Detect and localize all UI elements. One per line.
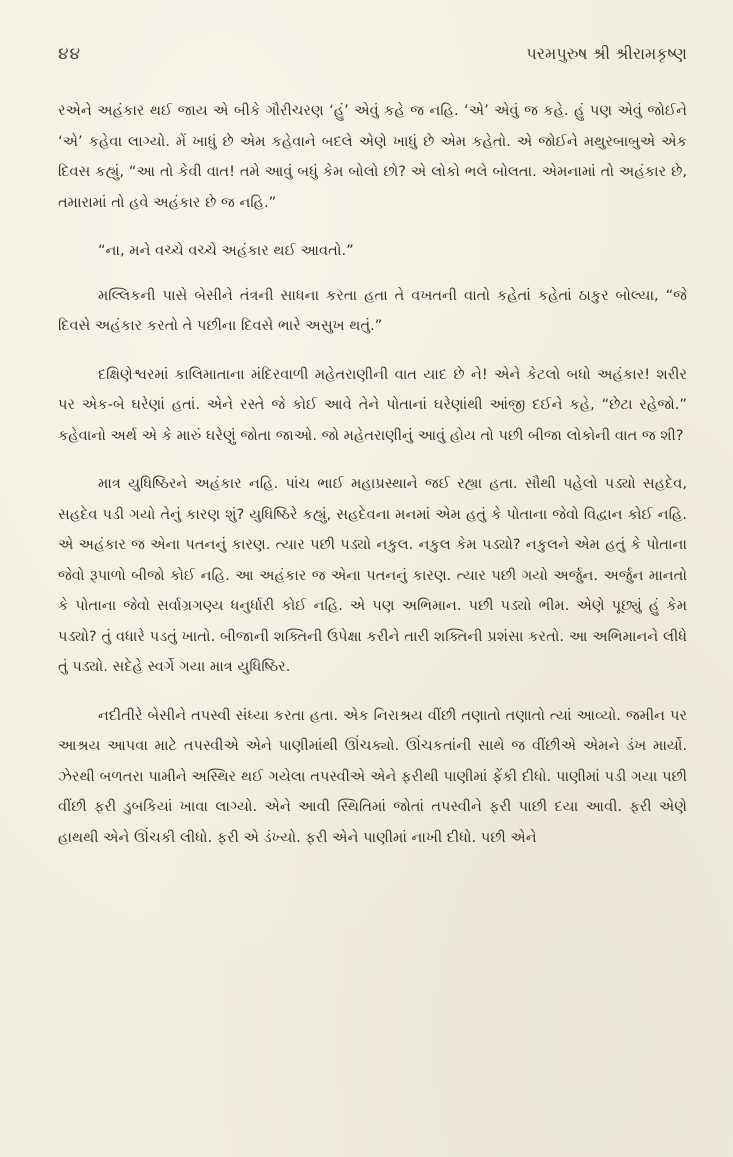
running-head: પરમપુરુષ શ્રી શ્રીરામકૃષ્ણ xyxy=(526,44,687,63)
paragraph-4: દક્ષિણેશ્વરમાં કાલિમાતાના મંદિરવાળી મહેતરાણીની વાત યાદ છે ને! એને કેટલો બધો અહંકાર! શરીર પર એક-બે ઘરેણાં હતાં. એને રસ્તે જે કોઈ આવે તેને પોતાનાં ઘરેણાંથી આંજી દઈને કહે, “છેટા રહેજો.” કહેવાનો અર્થ એ કે મારું ઘરેણું જોતા જાઓ. જો મહેતરાણીનું આવું હોય તો પછી બીજા લોકોની વાત જ શી? xyxy=(58,365,687,444)
paragraph-1: રએને અહંકાર થઈ જાય એ બીકે ગૌરીચરણ ‘હું’ એવું કહે જ નહિ. ‘એ’ એવું જ કહે. હું પણ એવું જોઈને ‘એ’ કહેવા લાગ્યો. મેં ખાધું છે એમ કહેવાને બદલે એણે ખાધું છે એમ કહેતો. એ જોઈને મથુરબાબુએ એક દિવસ કહ્યું, “આ તો કેવી વાત! તમે આવું બધું કેમ બોલો છો? એ લોકો ભલે બોલતા. એમનામાં તો અહંકાર છે, તમારામાં તો હવે અહંકાર છે જ નહિ.” xyxy=(58,102,687,211)
paragraph-3: મલ્લિકની પાસે બેસીને તંત્રની સાધના કરતા હતા તે વખતની વાતો કહેતાં કહેતાં ઠાકુર બોલ્યા, “જે દિવસે અહંકાર કરતો તે પછીના દિવસે ભારે અસુખ થતું.” xyxy=(58,286,687,334)
body-text xyxy=(58,96,687,853)
paragraph-6: નદીતીરે બેસીને તપસ્વી સંધ્યા કરતા હતા. એક નિરાશ્રય વીંછી તણાતો તણાતો ત્યાં આવ્યો. જમીન પર આશ્રય આપવા માટે તપસ્વીએ એને પાણીમાંથી ઊંચક્યો. ઊંચકતાંની સાથે જ વીંછીએ એમને ડંખ માર્યો. ઝેરથી બળતરા પામીને અસ્થિર થઈ ગયેલા તપસ્વીએ એને ફરીથી પાણીમાં ફેંકી દીધો. પાણીમાં પડી ગયા પછી વીંછી ફરી ડુબકિયાં ખાવા લાગ્યો. એને આવી સ્થિતિમાં જોતાં તપસ્વીને ફરી પાછી દયા આવી. ફરી એણે હાથથી એને ઊંચકી લીધો. ફરી એ ડંખ્યો. ફરી એને પાણીમાં નાખી દીધો. પછી એને xyxy=(58,706,687,846)
page-number: ૪૪ xyxy=(58,44,82,64)
paragraph-2: “ના, મને વચ્ચે વચ્ચે અહંકાર થઈ આવતો.” xyxy=(98,242,354,259)
page-header xyxy=(58,44,687,88)
paragraph-5: માત્ર યુધિષ્ઠિરને અહંકાર નહિ. પાંચ ભાઈ મહાપ્રસ્થાને જઈ રહ્યા હતા. સૌથી પહેલો પડ્યો સહદેવ, સહદેવ પડી ગયો તેનું કારણ શું? યુધિષ્ઠિરે કહ્યું, સહદેવના મનમાં એમ હતું કે પોતાના જેવો વિદ્વાન કોઈ નહિ. એ અહંકાર જ એના પતનનું કારણ. ત્યાર પછી પડ્યો નકુલ. નકુલ કેમ પડ્યો? નકુલને એમ હતું કે પોતાના જેવો રૂપાળો બીજો કોઈ નહિ. આ અહંકાર જ એના પતનનું કારણ. ત્યાર પછી ગયો અર્જુન. અર્જુન માનતો કે પોતાના જેવો સર્વાગ્રગણ્ય ધનુર્ધારી કોઈ નહિ. એ પણ અભિમાન. પછી પડ્યો ભીમ. એણે પૂછ્યું હું કેમ પડ્યો? તું વધારે પડતું ખાતો. બીજાની શક્તિની ઉપેક્ષા કરીને તારી શક્તિની પ્રશંસા કરતો. આ અભિમાનને લીધે તું પડ્યો. સદેહે સ્વર્ગે ગયા માત્ર યુધિષ્ઠિર. xyxy=(58,475,687,675)
